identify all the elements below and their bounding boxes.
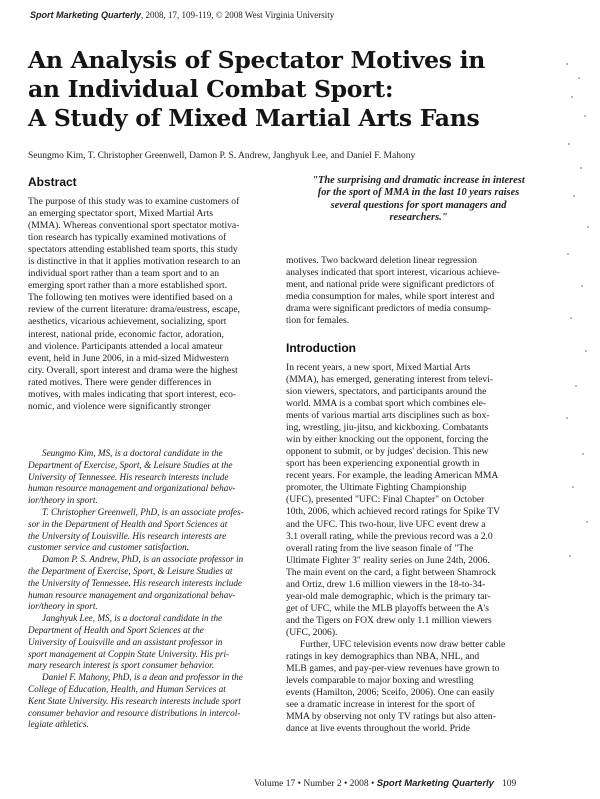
- text-line: (MMA), has emerged, generating interest from televi-: [286, 373, 494, 385]
- text-line: and the Tigers on FOX drew only 1.1 million viewers: [286, 614, 492, 626]
- bio-line: College of Education, Health, and Human Services at: [28, 683, 226, 694]
- text-line: interest, national pride, economic factor, adoration,: [28, 328, 224, 340]
- text-line: (UFC), presented "UFC: Final Chapter" on October: [286, 494, 485, 506]
- bio-line: sport management at Coppin State University. His pri-: [28, 648, 230, 659]
- bio-line: Damon P. S. Andrew, PhD, is an associate professor in: [42, 554, 244, 565]
- bio-line: Seungmo Kim, MS, is a doctoral candidate in the: [42, 448, 223, 458]
- page-number: 109: [501, 779, 517, 789]
- text-line: is distinctive in that it applies motivation research to an: [28, 256, 241, 268]
- text-line: opponent to submit, or by judges' decision. This new: [286, 446, 489, 458]
- abstract-continued: [286, 255, 551, 327]
- text-line: Further, UFC television events now draw better cable: [300, 638, 506, 650]
- text-line: get of UFC, while the MLB playoffs between the A's: [286, 602, 489, 614]
- text-line: The main event on the card, a fight between Shamrock: [286, 566, 496, 578]
- text-line: dance at live events throughout the world. Pride: [286, 723, 470, 735]
- text-line: overall rating from the live season finale of "The: [286, 542, 474, 554]
- text-line: city. Overall, sport interest and drama were the highest: [28, 364, 238, 376]
- bio-line: legiate athletics.: [28, 719, 89, 730]
- text-line: see a dramatic increase in interest for the sport of: [286, 699, 475, 711]
- text-line: review of the current literature: drama/eustress, escape,: [28, 304, 241, 316]
- text-line: emerging sport rather than a more established sport.: [28, 280, 228, 292]
- text-line: tion for females.: [286, 314, 350, 326]
- pull-quote-line: researchers.": [389, 212, 448, 224]
- text-line: and violence. Participants attended a local amateur: [28, 340, 223, 352]
- text-line: drama were significant predictors of media consump-: [286, 302, 492, 314]
- text-line: MMA by observing not only TV ratings but also atten-: [286, 711, 496, 723]
- text-line: spectators attending established team sports, this study: [28, 244, 238, 256]
- left-column: [28, 175, 278, 413]
- bio-line: Daniel F. Mahony, PhD, is a dean and professor in the: [42, 672, 243, 683]
- author-bio: [28, 672, 278, 731]
- pull-quote-line: "The surprising and dramatic increase in interest: [312, 175, 525, 186]
- text-line: motives. Two backward deletion linear regression: [286, 254, 477, 266]
- author-bio: [28, 613, 278, 672]
- text-line: 3.1 overall rating, while the previous record was a 2.0: [286, 530, 493, 542]
- text-line: events (Hamilton, 2006; Sceifo, 2006). One can easily: [286, 687, 495, 699]
- footer-journal-name: Sport Marketing Quarterly: [376, 778, 494, 789]
- text-line: individual sport rather than a team sport and to an: [28, 268, 220, 280]
- title-line: An Analysis of Spectator Motives in: [28, 46, 485, 74]
- text-line: tion research has typically examined motivations of: [28, 232, 227, 244]
- bio-line: human resource management and organizational behav-: [28, 589, 236, 600]
- bio-line: customer service and customer satisfaction.: [28, 542, 190, 553]
- text-line: win by either knocking out the opponent, forcing the: [286, 434, 489, 446]
- text-line: levels comparable to major boxing and wrestling: [286, 675, 474, 687]
- bio-line: Department of Exercise, Sport, & Leisure Studies at the: [28, 459, 233, 470]
- text-line: ing, wrestling, jiu-jitsu, and kickboxing. Combatants: [286, 422, 489, 434]
- author-list: Seungmo Kim, T. Christopher Greenwell, Damon P. S. Andrew, Janghyuk Lee, and Daniel F. Mahony: [28, 151, 416, 161]
- text-line: (MMA). Whereas conventional sport spectator motiva-: [28, 220, 240, 232]
- text-line: 10th, 2006, which achieved record ratings for Spike TV: [286, 506, 501, 518]
- introduction-paragraph: [286, 362, 551, 639]
- text-line: nomic, and violence were significantly stronger: [28, 400, 211, 412]
- text-line: aesthetics, vicarious achievement, socializing, sport: [28, 316, 227, 328]
- page-footer: [254, 778, 584, 789]
- text-line: media consumption for males, while sport interest and: [286, 290, 495, 302]
- page-edge-scan-marks: [562, 55, 594, 575]
- footer-volume: Volume 17 • Number 2 • 2008 •: [254, 779, 377, 789]
- bio-line: human resource management and organizational behav-: [28, 483, 236, 494]
- author-bio: [28, 554, 278, 613]
- text-line: analyses indicated that sport interest, vicarious achieve-: [286, 266, 500, 278]
- text-line: Ultimate Fighter 3" reality series on June 24th, 2006.: [286, 554, 490, 566]
- author-bios: [28, 448, 278, 731]
- title-line: A Study of Mixed Martial Arts Fans: [28, 104, 480, 132]
- text-line: The purpose of this study was to examine customers of: [28, 196, 240, 207]
- text-line: and the UFC. This two-hour, live UFC event drew a: [286, 518, 486, 530]
- bio-line: the University of Louisville. His research interests are: [28, 530, 227, 541]
- bio-line: T. Christopher Greenwell, PhD, is an associate profes-: [42, 506, 244, 517]
- text-line: rated motives. There were gender differences in: [28, 376, 212, 388]
- pull-quote-line: several questions for sport managers and: [330, 199, 507, 211]
- text-line: world. MMA is a combat sport which combines ele-: [286, 398, 487, 410]
- pull-quote-line: for the sport of MMA in the last 10 years raises: [317, 187, 520, 199]
- bio-line: consumer behavior and resource distributions in intercol-: [28, 707, 241, 718]
- introduction-heading: Introduction: [286, 340, 356, 355]
- header-journal-name: Sport Marketing Quarterly: [30, 10, 142, 20]
- text-line: ments of various martial arts disciplines such as box-: [286, 410, 490, 422]
- text-line: promoter, the Ultimate Fighting Championship: [286, 482, 467, 494]
- bio-line: the University of Tennessee. His research interests include: [28, 577, 242, 588]
- text-line: and Ortiz, drew 1.6 million viewers in the 18-to-34-: [286, 578, 486, 590]
- text-line: MLB games, and pay-per-view revenues have grown to: [286, 663, 500, 675]
- introduction-paragraph: [286, 639, 551, 735]
- bio-line: University of Louisville and an assistant professor in: [28, 636, 223, 647]
- text-line: recent years. For example, the leading American MMA: [286, 470, 499, 482]
- bio-line: ior/theory in sport.: [28, 495, 98, 506]
- text-line: event, held in June 2006, in a mid-sized Midwestern: [28, 352, 229, 364]
- pull-quote: [286, 175, 551, 225]
- text-line: motives, with males indicating that sport interest, eco-: [28, 388, 237, 400]
- text-line: an emerging spectator sport, Mixed Martial Arts: [28, 208, 213, 220]
- text-line: In recent years, a new sport, Mixed Martial Arts: [286, 361, 471, 373]
- text-line: (UFC, 2006).: [286, 626, 338, 638]
- title-line: an Individual Combat Sport:: [28, 75, 394, 103]
- author-bio: [28, 507, 278, 554]
- text-line: The following ten motives were identified based on a: [28, 292, 233, 304]
- text-line: ment, and national pride were significant predictors of: [286, 278, 495, 290]
- text-line: sion viewers, spectators, and participants around the: [286, 386, 487, 397]
- right-column: [286, 175, 551, 735]
- bio-line: Kent State University. His research interests include sport: [28, 695, 241, 706]
- text-line: year-old male demographic, which is the primary tar-: [286, 590, 491, 602]
- header-citation: , 2008, 17, 109-119, © 2008 West Virginia University: [141, 10, 335, 20]
- abstract-heading: Abstract: [28, 175, 77, 189]
- abstract-text: [28, 196, 278, 413]
- bio-line: Janghyuk Lee, MS, is a doctoral candidate in the: [42, 613, 223, 624]
- running-header: [30, 10, 510, 20]
- text-line: sport has been experiencing exponential growth in: [286, 458, 480, 470]
- bio-line: sor in the Department of Health and Sport Sciences at: [28, 518, 228, 529]
- text-line: ratings in key demographics than NBA, NHL, and: [286, 651, 480, 663]
- bio-line: University of Tennessee. His research interests include: [28, 471, 229, 482]
- article-title: [28, 46, 528, 133]
- bio-line: Department of Health and Sport Sciences at the: [28, 624, 204, 635]
- bio-line: ior/theory in sport.: [28, 601, 98, 612]
- bio-line: the Department of Exercise, Sport, & Leisure Studies at: [28, 565, 233, 576]
- bio-line: mary research interest is sport consumer behavior.: [28, 660, 215, 671]
- author-bio: [28, 448, 278, 507]
